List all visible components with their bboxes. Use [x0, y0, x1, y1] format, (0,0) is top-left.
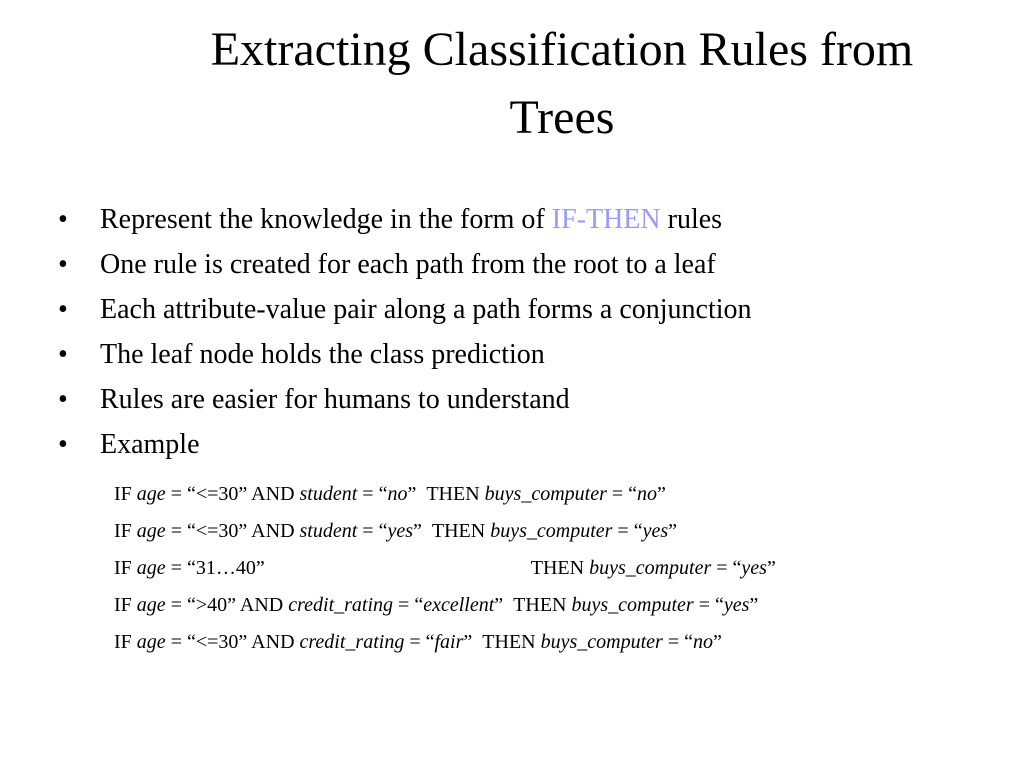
example-rules	[114, 476, 776, 661]
bullet-item	[58, 332, 752, 377]
rule-attribute: credit_rating	[299, 631, 405, 653]
bullet-item	[58, 287, 752, 332]
rule-value: yes	[387, 520, 413, 542]
bullet-dot: •	[58, 429, 68, 460]
rule-quote: ”	[413, 520, 422, 542]
rule-class: no	[637, 483, 658, 505]
rule-attribute: age	[136, 483, 166, 505]
rule-attribute: age	[136, 557, 166, 579]
rule-quote: ”	[749, 594, 759, 616]
bullet-dot: •	[58, 204, 68, 235]
bullet-text: The leaf node holds the class prediction	[100, 339, 545, 370]
rule-then: THEN	[482, 631, 541, 653]
rule-equals: = “	[711, 557, 742, 579]
rule-then: THEN	[426, 483, 485, 505]
rule-quote: ”	[463, 631, 473, 653]
rule-then: THEN	[431, 520, 491, 542]
rule-attribute: student	[299, 520, 358, 542]
bullet-item	[58, 242, 752, 287]
if-then-highlight: IF-THEN	[551, 204, 661, 235]
bullet-dot: •	[58, 249, 68, 280]
rule-line	[114, 624, 776, 661]
rule-line	[114, 550, 776, 587]
rule-value: excellent	[423, 594, 495, 616]
rule-line	[114, 513, 776, 550]
rule-class: yes	[642, 520, 669, 542]
rule-class: yes	[723, 594, 750, 616]
rule-line	[114, 476, 776, 513]
bullet-text: Each attribute-value pair along a path forms a conjunction	[100, 294, 752, 325]
rule-attribute: age	[136, 594, 166, 616]
rule-condition: = “<=30” AND	[165, 631, 300, 653]
rule-if: IF	[114, 557, 137, 579]
bullet-text: Example	[100, 429, 200, 460]
rule-attribute: age	[136, 631, 166, 653]
rule-value: no	[387, 483, 408, 505]
rule-then: THEN	[530, 557, 590, 579]
rule-if: IF	[114, 520, 137, 542]
rule-attribute: student	[299, 483, 358, 505]
rule-quote: ”	[657, 483, 666, 505]
rule-target: buys_computer	[490, 520, 613, 542]
bullet-text-suffix: rules	[660, 204, 723, 235]
rule-quote: ”	[712, 631, 722, 653]
rule-quote: ”	[766, 557, 776, 579]
rule-condition: = “<=30” AND	[165, 520, 300, 542]
rule-equals: = “	[357, 483, 388, 505]
rule-attribute: age	[136, 520, 166, 542]
slide-title	[100, 16, 1024, 152]
rule-attribute: credit_rating	[288, 594, 394, 616]
rule-target: buys_computer	[589, 557, 712, 579]
rule-target: buys_computer	[571, 594, 694, 616]
rule-class: no	[692, 631, 713, 653]
title-line-1: Extracting Classification Rules from	[210, 23, 914, 76]
title-line-2: Trees	[509, 91, 615, 144]
bullet-text-prefix: Represent the knowledge in the form of	[100, 204, 552, 235]
rule-quote: ”	[407, 483, 417, 505]
rule-equals: = “	[357, 520, 388, 542]
bullet-list	[58, 197, 752, 467]
rule-equals: = “	[404, 631, 435, 653]
bullet-item	[58, 422, 752, 467]
bullet-item	[58, 197, 752, 242]
rule-if: IF	[114, 483, 137, 505]
bullet-item	[58, 377, 752, 422]
rule-line	[114, 587, 776, 624]
rule-equals: = “	[606, 483, 638, 505]
rule-then: THEN	[513, 594, 572, 616]
bullet-text: One rule is created for each path from the root to a leaf	[100, 249, 716, 280]
rule-if: IF	[114, 594, 137, 616]
rule-condition: = “>40” AND	[165, 594, 289, 616]
rule-quote: ”	[494, 594, 504, 616]
rule-quote: ”	[668, 520, 678, 542]
bullet-dot: •	[58, 384, 68, 415]
rule-equals: = “	[693, 594, 724, 616]
rule-equals: = “	[662, 631, 693, 653]
bullet-text: Rules are easier for humans to understand	[100, 384, 570, 415]
rule-if: IF	[114, 631, 137, 653]
rule-equals: = “	[393, 594, 424, 616]
rule-condition: = “<=30” AND	[165, 483, 300, 505]
rule-equals: = “	[612, 520, 643, 542]
rule-condition: = “31…40”	[165, 557, 265, 579]
rule-class: yes	[741, 557, 767, 579]
bullet-dot: •	[58, 294, 68, 325]
rule-target: buys_computer	[484, 483, 607, 505]
bullet-dot: •	[58, 339, 68, 370]
rule-value: fair	[434, 631, 464, 653]
rule-target: buys_computer	[540, 631, 663, 653]
